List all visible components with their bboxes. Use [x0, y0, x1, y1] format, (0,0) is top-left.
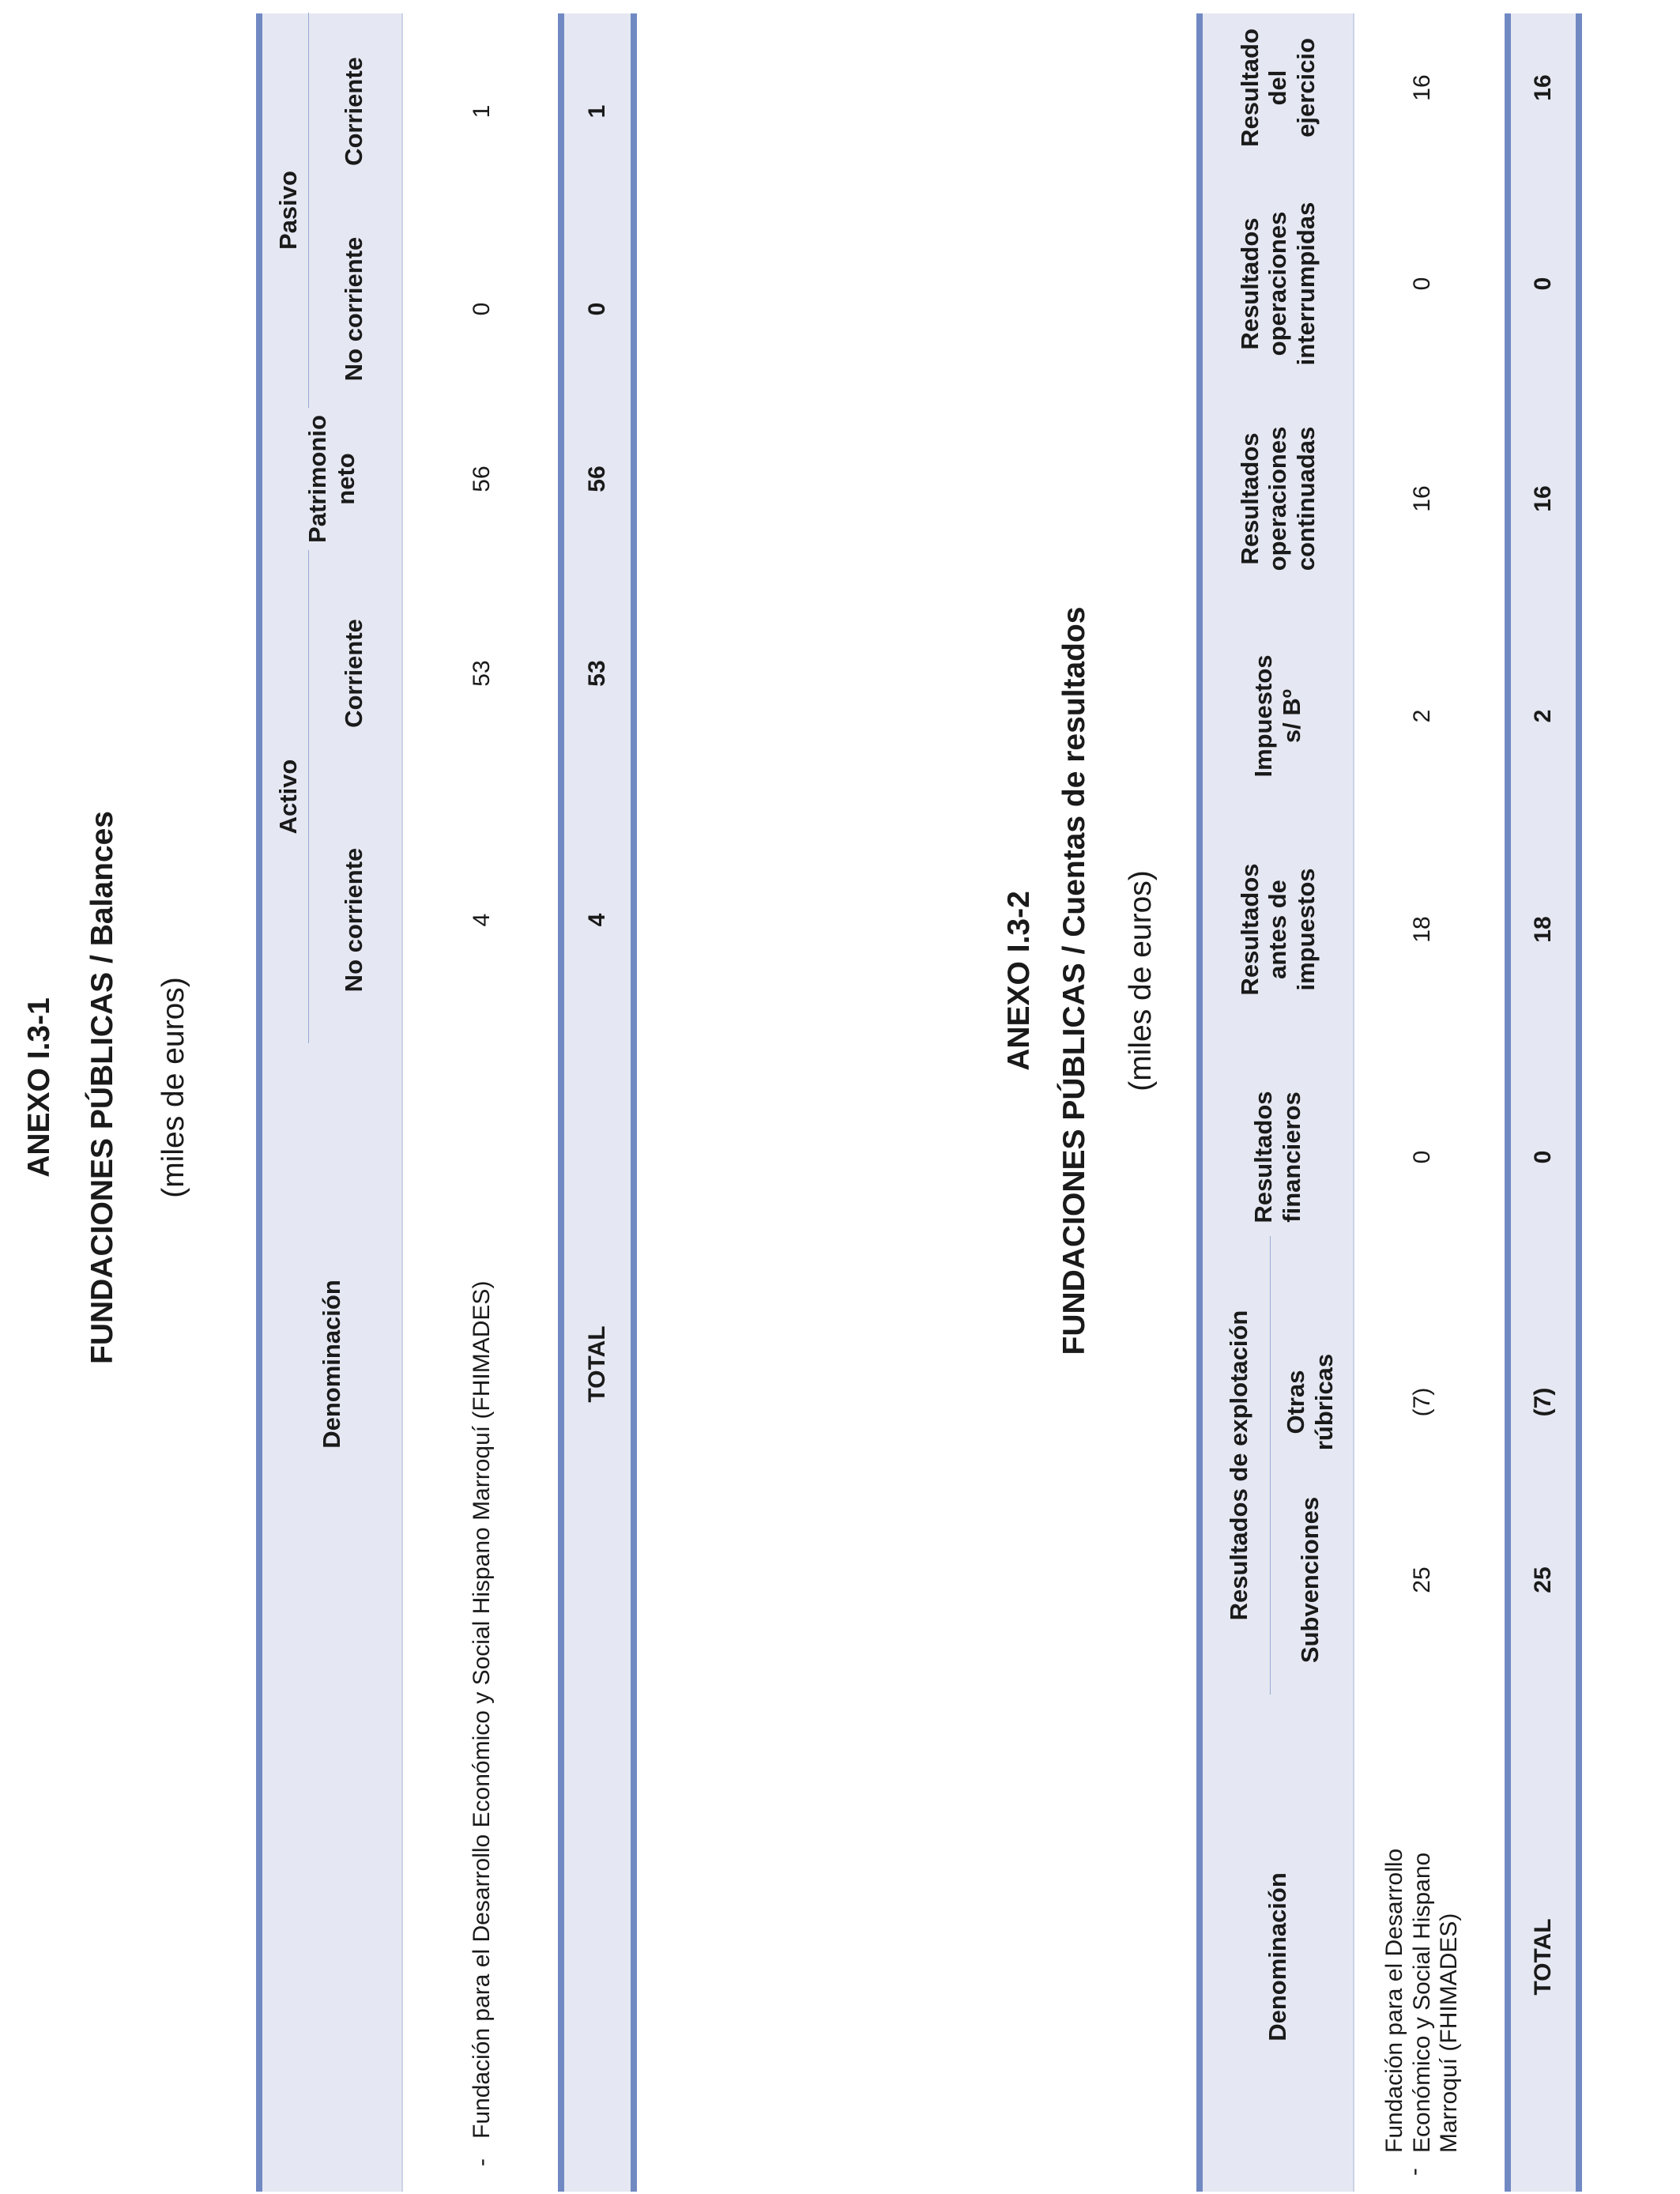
annex1-title: FUNDACIONES PÚBLICAS / Balances [85, 811, 119, 1364]
annex1-row-name: Fundación para el Desarrollo Económico y Social Hispano Marroquí (FHIMADES) [468, 1280, 495, 2139]
annex2-row-value: 2 [1408, 709, 1435, 723]
annex1-header-patrimonio-neto: Patrimonio neto [303, 415, 360, 543]
annex1-units: (miles de euros) [156, 977, 190, 1198]
annex2-header-subvenciones: Subvenciones [1296, 1496, 1324, 1664]
annex2-total-value: 2 [1529, 709, 1556, 723]
annex1-header-activo: Activo [274, 759, 303, 835]
annex1-total-value: 0 [583, 302, 610, 316]
annex2-row-value: 16 [1408, 74, 1435, 101]
annex1-activo-line [308, 550, 309, 1043]
annex2-row-value: 18 [1408, 916, 1435, 943]
annex2-total-value: 16 [1529, 485, 1556, 512]
annex2-total-value: 18 [1529, 916, 1556, 943]
annex2-explotacion-line [1270, 1236, 1271, 1695]
annex2-row-bullet: - [1400, 2168, 1427, 2176]
annex2-header-antes-impuestos: Resultados antes de impuestos [1235, 863, 1320, 996]
annex2-row-name: Fundación para el Desarrollo Económico y Social Hispano Marroquí (FHIMADES) [1381, 1848, 1463, 2153]
annex1-row-value: 0 [468, 302, 495, 316]
annex2-header-impuestos: Impuestos s/ Bº [1249, 654, 1305, 778]
annex1-code: ANEXO I.3-1 [22, 997, 56, 1178]
annex1-header-pasivo-corriente: Corriente [340, 57, 368, 166]
annex2-total-value: 0 [1529, 277, 1556, 291]
annex1-row-value: 1 [468, 104, 495, 119]
annex2-row-value: 16 [1408, 485, 1435, 512]
annex1-row-value: 56 [468, 466, 495, 492]
annex1-header-activo-corriente: Corriente [340, 619, 368, 728]
annex2-code: ANEXO I.3-2 [1002, 891, 1036, 1071]
annex2-row-value: (7) [1408, 1387, 1435, 1417]
annex1-total-label: TOTAL [583, 1325, 610, 1403]
annex1-total-value: 53 [583, 660, 610, 687]
annex2-header-operaciones-interrumpidas: Resultados operaciones interrumpidas [1235, 202, 1320, 366]
annex1-header-activo-no-corriente: No corriente [340, 847, 368, 993]
annex1-total-value: 4 [583, 913, 610, 927]
annex2-total-value: 25 [1529, 1566, 1556, 1593]
annex2-header-resultados-financieros: Resultados financieros [1249, 1091, 1305, 1223]
annex2-total-label: TOTAL [1529, 1918, 1556, 1996]
annex2-header-denominacion: Denominación [1264, 1872, 1292, 2041]
annex2-header-resultados-explotacion: Resultados de explotación [1224, 1310, 1252, 1621]
annex2-row-value: 0 [1408, 1150, 1435, 1164]
annex2-row-value: 25 [1408, 1566, 1435, 1593]
annex1-total-value: 1 [583, 104, 610, 119]
annex1-row-value: 53 [468, 660, 495, 687]
annex2-total-value: 16 [1529, 74, 1556, 101]
annex2-units: (miles de euros) [1124, 870, 1158, 1091]
annex1-row-value: 4 [468, 913, 495, 927]
annex1-header-pasivo: Pasivo [274, 171, 303, 250]
annex1-pasivo-line [308, 13, 309, 408]
annex2-title: FUNDACIONES PÚBLICAS / Cuentas de resultados [1057, 606, 1091, 1355]
annex2-header-operaciones-continuadas: Resultados operaciones continuadas [1235, 426, 1320, 571]
annex1-header-denominacion: Denominación [318, 1280, 346, 1449]
annex2-header-otras-rubricas: Otras rúbricas [1282, 1353, 1338, 1451]
annex2-total-value: (7) [1529, 1387, 1556, 1417]
annex2-row-value: 0 [1408, 277, 1435, 291]
annex1-header-pasivo-no-corriente: No corriente [340, 236, 368, 382]
annex2-header-resultado-ejercicio: Resultado del ejercicio [1235, 28, 1320, 147]
annex1-row-bullet: - [468, 2158, 495, 2166]
annex2-total-value: 0 [1529, 1150, 1556, 1164]
annex1-total-value: 56 [583, 466, 610, 492]
